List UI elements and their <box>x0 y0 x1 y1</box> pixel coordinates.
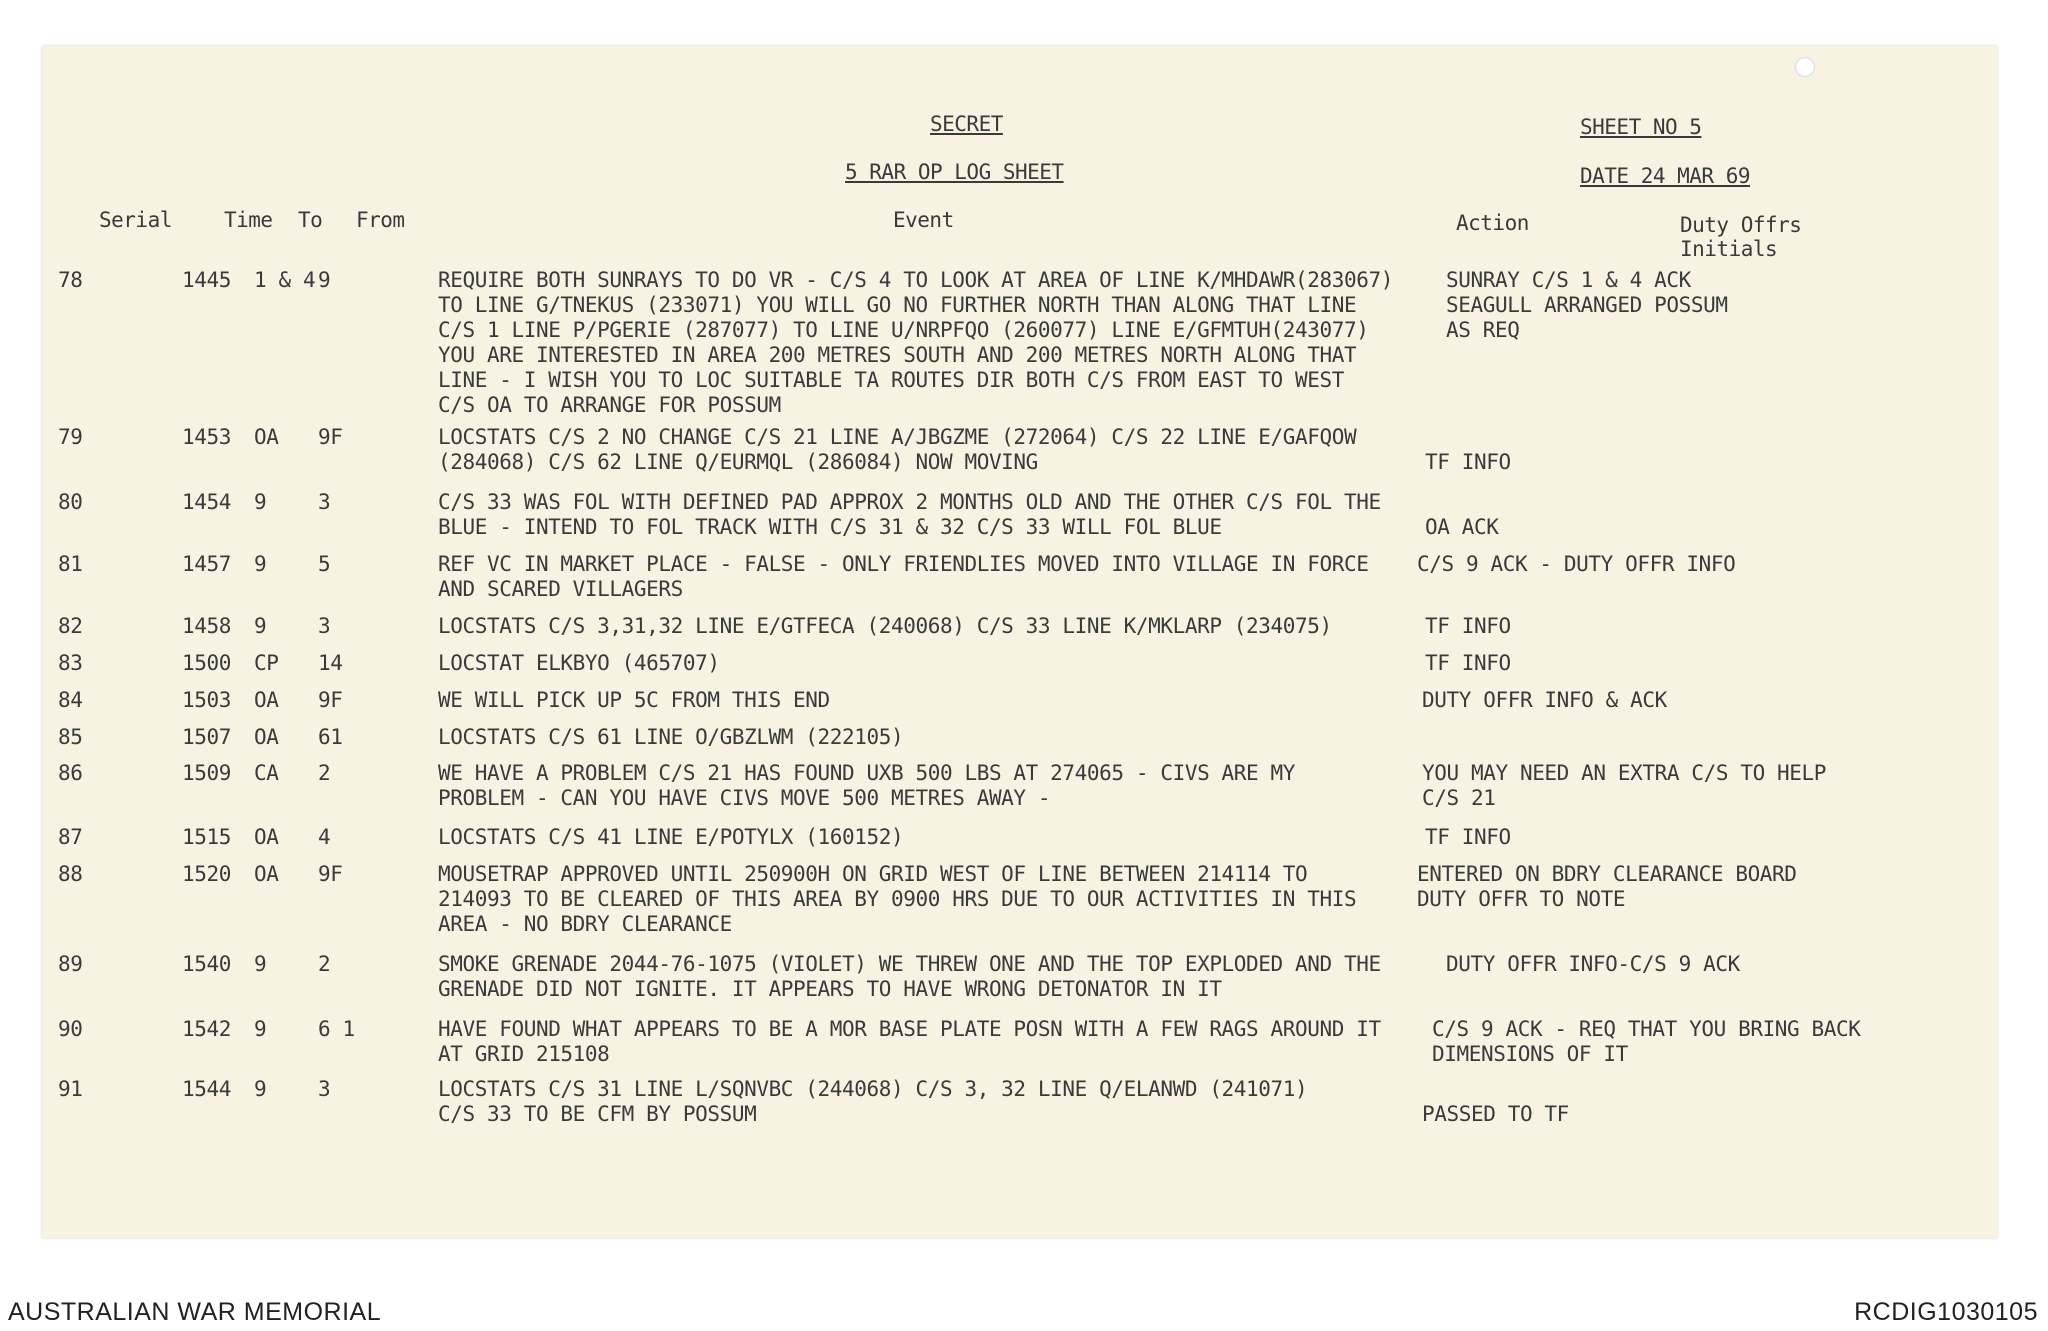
action-cell: C/S 9 ACK - DUTY OFFR INFO <box>1417 552 1736 576</box>
action-cell: SUNRAY C/S 1 & 4 ACK SEAGULL ARRANGED POSSUM AS REQ <box>1446 268 1728 342</box>
action-cell: C/S 9 ACK - REQ THAT YOU BRING BACK DIMENSIONS OF IT <box>1432 1017 1861 1066</box>
event-cell: C/S 33 WAS FOL WITH DEFINED PAD APPROX 2 MONTHS OLD AND THE OTHER C/S FOL THE BLUE - INTEND TO FOL TRACK WITH C/S 31 & 32 C/S 33 WILL FOL BLUE <box>438 490 1381 539</box>
punch-hole <box>1795 57 1815 77</box>
time-cell: 1453 <box>182 425 231 449</box>
serial-cell: 84 <box>58 688 83 712</box>
footer-record-id: RCDIG1030105 <box>1854 1298 2038 1326</box>
event-cell: REQUIRE BOTH SUNRAYS TO DO VR - C/S 4 TO LOOK AT AREA OF LINE K/MHDAWR(283067) TO LINE G/TNEKUS (233071) YOU WILL GO NO FURTHER NORTH THAN ALONG THAT LINE C/S 1 LINE P/PGERIE (287077) TO LINE U/NRPFQO (260077) LINE E/GFMTUH(243077) YOU ARE INTERESTED IN AREA 200 METRES SOUTH AND 200 METRES NORTH ALONG THAT LINE - I WISH YOU TO LOC SUITABLE TA ROUTES DIR BOTH C/S FROM EAST TO WEST C/S OA TO ARRANGE FOR POSSUM <box>438 268 1393 417</box>
event-cell: WE WILL PICK UP 5C FROM THIS END <box>438 688 830 712</box>
from-cell: 2 <box>318 761 331 785</box>
col-duty-offrs: Duty Offrs <box>1680 213 1802 237</box>
time-cell: 1457 <box>182 552 231 576</box>
event-cell: LOCSTATS C/S 41 LINE E/POTYLX (160152) <box>438 825 904 849</box>
event-cell: MOUSETRAP APPROVED UNTIL 250900H ON GRID WEST OF LINE BETWEEN 214114 TO 214093 TO BE CLEARED OF THIS AREA BY 0900 HRS DUE TO OUR ACTIVITIES IN THIS AREA - NO BDRY CLEARANCE <box>438 862 1357 936</box>
action-cell: DUTY OFFR INFO-C/S 9 ACK <box>1446 952 1740 976</box>
event-cell: SMOKE GRENADE 2044-76-1075 (VIOLET) WE THREW ONE AND THE TOP EXPLODED AND THE GRENADE DID NOT IGNITE. IT APPEARS TO HAVE WRONG DETONATOR IN IT <box>438 952 1381 1001</box>
time-cell: 1509 <box>182 761 231 785</box>
sheet-number: SHEET NO 5 <box>1580 115 1702 139</box>
col-time: Time <box>224 208 273 232</box>
time-cell: 1542 <box>182 1017 231 1041</box>
time-cell: 1540 <box>182 952 231 976</box>
to-cell: CP <box>254 651 279 675</box>
from-cell: 2 <box>318 952 331 976</box>
serial-cell: 81 <box>58 552 83 576</box>
from-cell: 9F <box>318 862 343 886</box>
serial-cell: 87 <box>58 825 83 849</box>
serial-cell: 86 <box>58 761 83 785</box>
event-cell: HAVE FOUND WHAT APPEARS TO BE A MOR BASE PLATE POSN WITH A FEW RAGS AROUND IT AT GRID 215108 <box>438 1017 1381 1066</box>
to-cell: 1 & 4 <box>254 268 316 292</box>
to-cell: OA <box>254 425 279 449</box>
to-cell: 9 <box>254 952 267 976</box>
action-cell: TF INFO <box>1425 450 1511 474</box>
classification-label: SECRET <box>930 112 1003 136</box>
to-cell: 9 <box>254 1077 267 1101</box>
from-cell: 4 <box>318 825 331 849</box>
time-cell: 1503 <box>182 688 231 712</box>
serial-cell: 82 <box>58 614 83 638</box>
from-cell: 14 <box>318 651 343 675</box>
footer-institution: AUSTRALIAN WAR MEMORIAL <box>8 1298 382 1326</box>
time-cell: 1454 <box>182 490 231 514</box>
col-action: Action <box>1456 211 1529 235</box>
serial-cell: 91 <box>58 1077 83 1101</box>
serial-cell: 83 <box>58 651 83 675</box>
event-cell: LOCSTATS C/S 2 NO CHANGE C/S 21 LINE A/JBGZME (272064) C/S 22 LINE E/GAFQOW (284068) C/S 62 LINE Q/EURMQL (286084) NOW MOVING <box>438 425 1357 474</box>
to-cell: OA <box>254 862 279 886</box>
action-cell: TF INFO <box>1425 651 1511 675</box>
col-serial: Serial <box>99 208 172 232</box>
event-cell: LOCSTATS C/S 31 LINE L/SQNVBC (244068) C/S 3, 32 LINE Q/ELANWD (241071) C/S 33 TO BE CFM BY POSSUM <box>438 1077 1308 1126</box>
to-cell: 9 <box>254 1017 267 1041</box>
from-cell: 9F <box>318 688 343 712</box>
serial-cell: 80 <box>58 490 83 514</box>
event-cell: WE HAVE A PROBLEM C/S 21 HAS FOUND UXB 500 LBS AT 274065 - CIVS ARE MY PROBLEM - CAN YOU HAVE CIVS MOVE 500 METRES AWAY - <box>438 761 1296 810</box>
to-cell: OA <box>254 825 279 849</box>
time-cell: 1500 <box>182 651 231 675</box>
from-cell: 5 <box>318 552 331 576</box>
serial-cell: 89 <box>58 952 83 976</box>
time-cell: 1520 <box>182 862 231 886</box>
action-cell: DUTY OFFR INFO & ACK <box>1422 688 1667 712</box>
action-cell: YOU MAY NEED AN EXTRA C/S TO HELP C/S 21 <box>1422 761 1827 810</box>
serial-cell: 90 <box>58 1017 83 1041</box>
event-cell: LOCSTAT ELKBYO (465707) <box>438 651 720 675</box>
serial-cell: 85 <box>58 725 83 749</box>
serial-cell: 79 <box>58 425 83 449</box>
time-cell: 1458 <box>182 614 231 638</box>
to-cell: 9 <box>254 552 267 576</box>
page-title: 5 RAR OP LOG SHEET <box>845 160 1064 184</box>
action-cell: OA ACK <box>1425 515 1499 539</box>
col-from: From <box>356 208 405 232</box>
action-cell: TF INFO <box>1425 614 1511 638</box>
to-cell: 9 <box>254 490 267 514</box>
from-cell: 61 <box>318 725 343 749</box>
to-cell: OA <box>254 725 279 749</box>
to-cell: OA <box>254 688 279 712</box>
serial-cell: 88 <box>58 862 83 886</box>
action-cell: PASSED TO TF <box>1422 1102 1569 1126</box>
from-cell: 3 <box>318 1077 331 1101</box>
event-cell: LOCSTATS C/S 3,31,32 LINE E/GTFECA (240068) C/S 33 LINE K/MKLARP (234075) <box>438 614 1332 638</box>
time-cell: 1445 <box>182 268 231 292</box>
serial-cell: 78 <box>58 268 83 292</box>
to-cell: CA <box>254 761 279 785</box>
time-cell: 1515 <box>182 825 231 849</box>
from-cell: 9 <box>318 268 331 292</box>
col-duty-initials: Initials <box>1680 237 1778 261</box>
action-cell: TF INFO <box>1425 825 1511 849</box>
time-cell: 1507 <box>182 725 231 749</box>
from-cell: 3 <box>318 614 331 638</box>
to-cell: 9 <box>254 614 267 638</box>
from-cell: 3 <box>318 490 331 514</box>
event-cell: LOCSTATS C/S 61 LINE O/GBZLWM (222105) <box>438 725 904 749</box>
from-cell: 9F <box>318 425 343 449</box>
time-cell: 1544 <box>182 1077 231 1101</box>
col-event: Event <box>893 208 954 232</box>
sheet-date: DATE 24 MAR 69 <box>1580 164 1751 188</box>
from-cell: 6 1 <box>318 1017 355 1041</box>
col-to: To <box>298 208 323 232</box>
action-cell: ENTERED ON BDRY CLEARANCE BOARD DUTY OFFR TO NOTE <box>1417 862 1797 911</box>
event-cell: REF VC IN MARKET PLACE - FALSE - ONLY FRIENDLIES MOVED INTO VILLAGE IN FORCE AND SCARED VILLAGERS <box>438 552 1369 601</box>
